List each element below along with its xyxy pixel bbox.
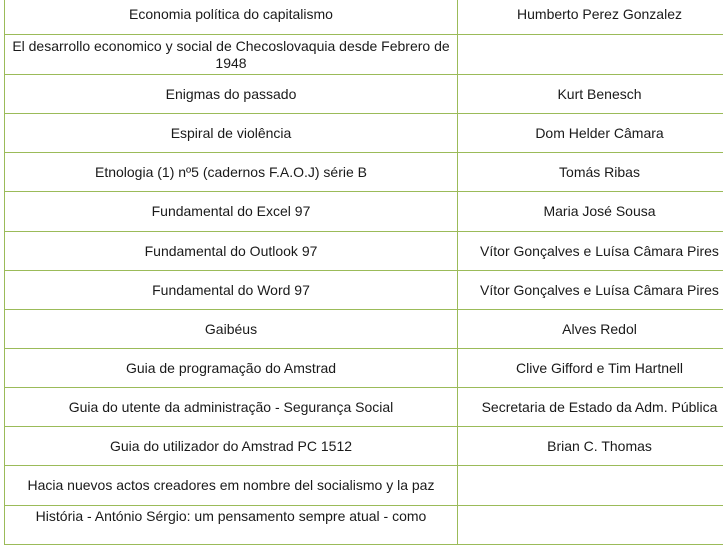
book-title-cell: Fundamental do Outlook 97 — [5, 232, 458, 271]
table-row — [5, 35, 723, 75]
book-title-cell: Economia política do capitalismo — [5, 0, 458, 35]
book-author-cell: Kurt Benesch — [458, 75, 723, 114]
table-row — [5, 75, 723, 114]
book-author-cell: Maria José Sousa — [458, 192, 723, 232]
book-author-cell: Humberto Perez Gonzalez — [458, 0, 723, 35]
book-author-cell: Brian C. Thomas — [458, 427, 723, 466]
table-row — [5, 466, 723, 506]
table-row — [5, 114, 723, 153]
book-author-cell — [458, 466, 723, 506]
book-title-cell: Espiral de violência — [5, 114, 458, 153]
book-author-cell: Dom Helder Câmara — [458, 114, 723, 153]
table-row — [5, 388, 723, 427]
book-title-cell: Fundamental do Word 97 — [5, 271, 458, 310]
table-row — [5, 192, 723, 232]
book-title-cell: Enigmas do passado — [5, 75, 458, 114]
table-row — [5, 427, 723, 466]
table-row — [5, 271, 723, 310]
table-row — [5, 310, 723, 349]
book-author-cell: Alves Redol — [458, 310, 723, 349]
book-author-cell: Clive Gifford e Tim Hartnell — [458, 349, 723, 388]
book-author-cell — [458, 35, 723, 75]
book-table — [4, 0, 723, 545]
book-author-cell — [458, 506, 723, 545]
book-title-cell: Gaibéus — [5, 310, 458, 349]
book-title-cell: História - António Sérgio: um pensamento sempre atual - como — [5, 506, 458, 545]
table-row — [5, 0, 723, 35]
book-title-cell: Etnologia (1) nº5 (cadernos F.A.O.J) série B — [5, 153, 458, 192]
book-title-cell: Guia do utilizador do Amstrad PC 1512 — [5, 427, 458, 466]
book-author-cell: Vítor Gonçalves e Luísa Câmara Pires — [458, 232, 723, 271]
table-row — [5, 153, 723, 192]
book-title-cell: Guia do utente da administração - Segurança Social — [5, 388, 458, 427]
book-title-cell: Hacia nuevos actos creadores em nombre del socialismo y la paz — [5, 466, 458, 506]
book-title-cell: El desarrollo economico y social de Checoslovaquia desde Febrero de 1948 — [5, 35, 458, 75]
table-row — [5, 506, 723, 545]
book-title-cell: Guia de programação do Amstrad — [5, 349, 458, 388]
book-author-cell: Tomás Ribas — [458, 153, 723, 192]
book-author-cell: Secretaria de Estado da Adm. Pública — [458, 388, 723, 427]
table-row — [5, 232, 723, 271]
book-title-cell: Fundamental do Excel 97 — [5, 192, 458, 232]
table-row — [5, 349, 723, 388]
book-author-cell: Vítor Gonçalves e Luísa Câmara Pires — [458, 271, 723, 310]
